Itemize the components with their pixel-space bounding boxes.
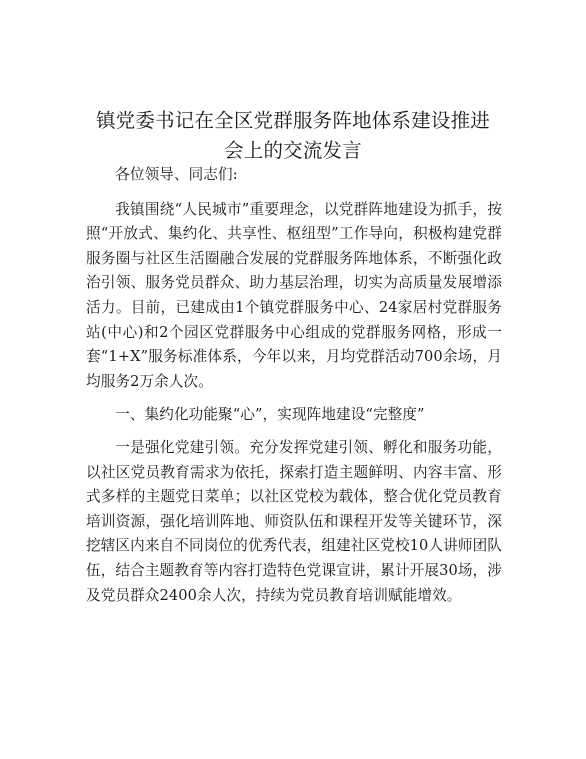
greeting: 各位领导、同志们: — [115, 166, 238, 183]
title-line-2: 会上的交流发言 — [224, 139, 362, 162]
paragraph-party-building: 一是强化党建引领。充分发挥党建引领、孵化和服务功能，以社区党员教育需求为依托，探索打造主题鲜明、内容丰富、形式多样的主题党日菜单；以社区党校为载体，整合优化党员教育培训资源，强化培训阵地、师资队伍和课程开发等关键环节，深挖辖区内来自不同岗位的优秀代表，组建社区党校10人讲师团队伍，结合主题教育等内容打造特色党课宣讲，累计开展30场，涉及党员群众2400余人次，持续为党员教育培训赋能增效。 — [86, 438, 502, 604]
document-title — [80, 106, 506, 166]
paragraph-intro: 我镇围绕“人民城市”重要理念，以党群阵地建设为抓手，按照“开放式、集约化、共享性、枢纽型”工作导向，积极构建党群服务圈与社区生活圈融合发展的党群服务阵地体系，不断强化政治引领、服务党员群众、助力基层治理，切实为高质量发展增添活力。目前，已建成由1个镇党群服务中心、24家居村党群服务站(中心)和2个园区党群服务中心组成的党群服务网格，形成一套“1+X”服务标准体系，今年以来，月均党群活动700余场，月均服务2万余人次。 — [86, 200, 502, 390]
title-line-1: 镇党委书记在全区党群服务阵地体系建设推进 — [95, 109, 490, 132]
section-heading-1: 一、集约化功能聚“心”，实现阵地建设“完整度” — [115, 405, 425, 423]
document-body — [86, 163, 502, 617]
